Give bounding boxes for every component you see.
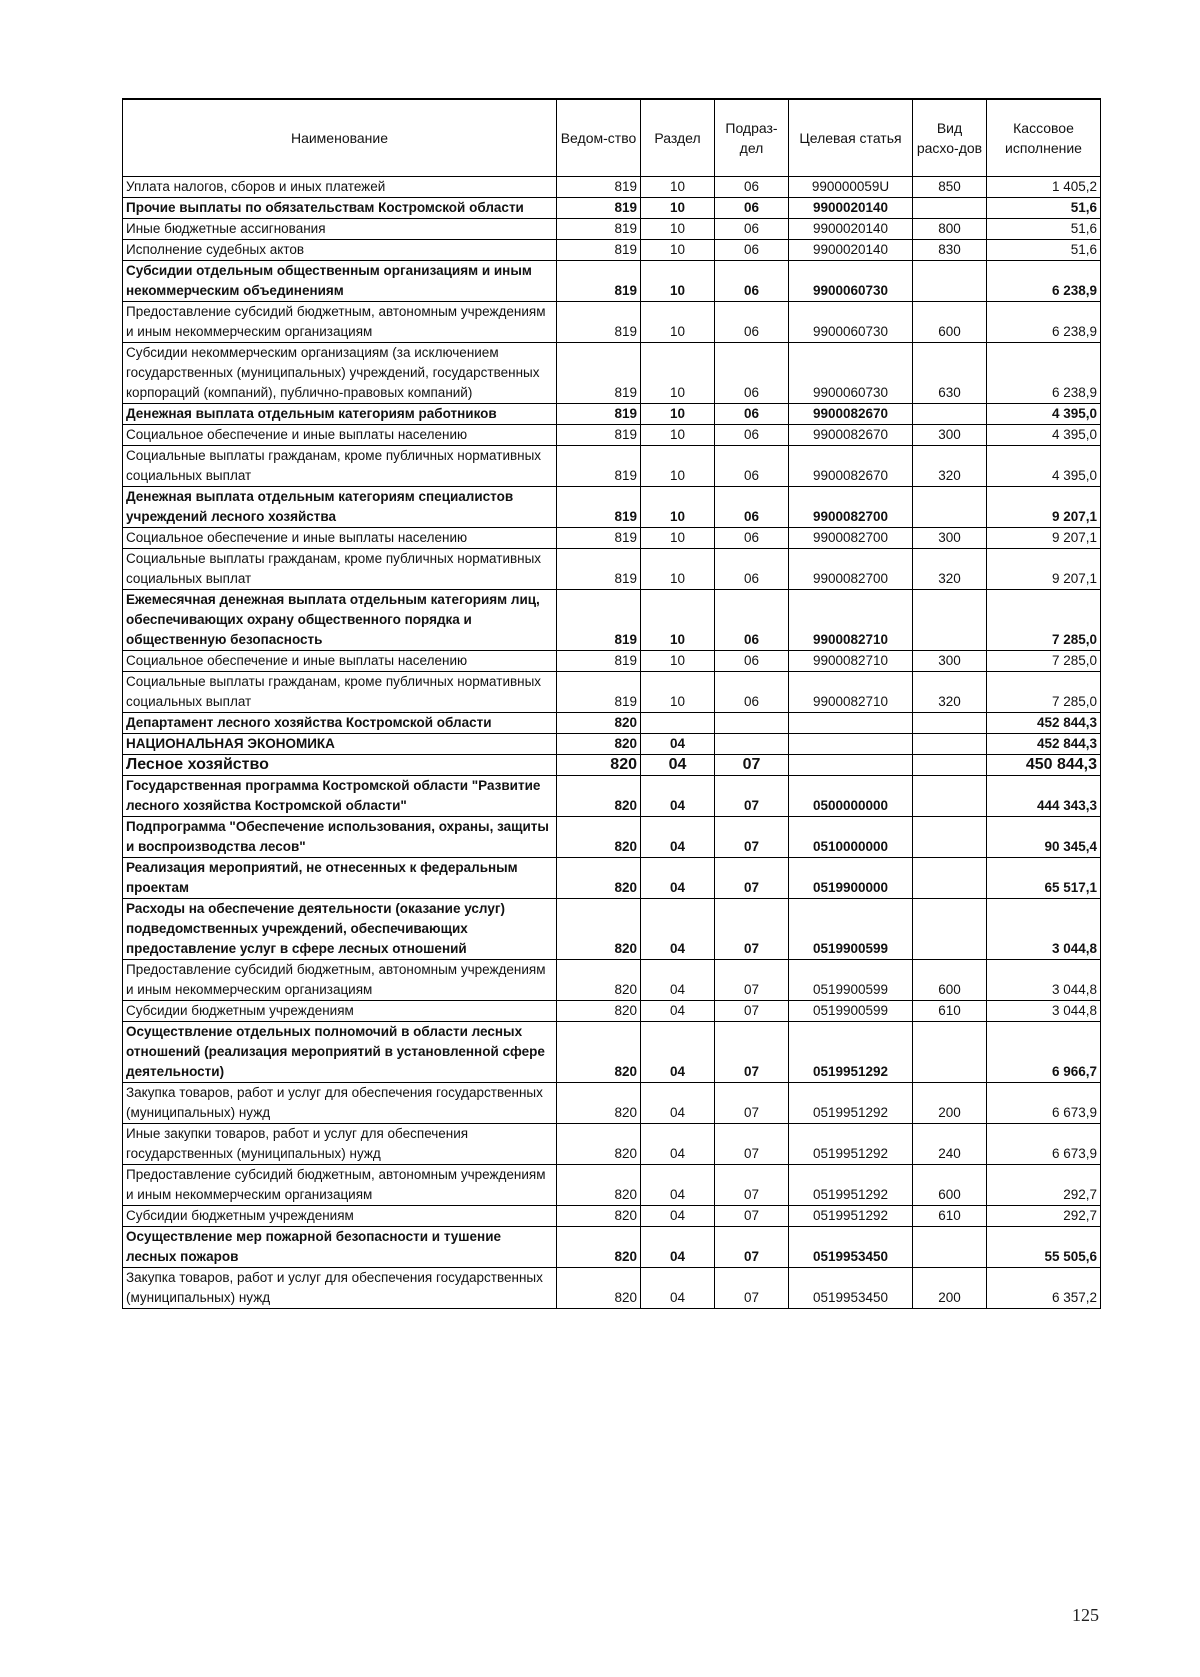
table-row xyxy=(123,549,1101,590)
cell-podrazdel: 07 xyxy=(715,817,789,858)
cell-razdel: 04 xyxy=(641,817,715,858)
cell-celevaya-statya: 0519953450 xyxy=(789,1227,913,1268)
cell-name: Социальное обеспечение и иные выплаты населению xyxy=(123,425,557,446)
cell-vid-rashodov: 200 xyxy=(913,1083,987,1124)
cell-kassovoe-ispolnenie: 4 395,0 xyxy=(987,425,1101,446)
cell-name: Социальные выплаты гражданам, кроме публичных нормативных социальных выплат xyxy=(123,672,557,713)
cell-razdel: 10 xyxy=(641,240,715,261)
cell-vedomstvo: 819 xyxy=(557,177,641,198)
cell-vedomstvo: 820 xyxy=(557,1001,641,1022)
cell-vedomstvo: 819 xyxy=(557,261,641,302)
cell-name: Исполнение судебных актов xyxy=(123,240,557,261)
cell-name: Иные бюджетные ассигнования xyxy=(123,219,557,240)
cell-razdel: 10 xyxy=(641,343,715,404)
cell-razdel: 04 xyxy=(641,1001,715,1022)
cell-razdel: 04 xyxy=(641,1206,715,1227)
cell-vid-rashodov: 600 xyxy=(913,1165,987,1206)
cell-podrazdel: 07 xyxy=(715,1001,789,1022)
cell-celevaya-statya: 9900082710 xyxy=(789,590,913,651)
cell-name: Осуществление мер пожарной безопасности и тушение лесных пожаров xyxy=(123,1227,557,1268)
cell-name: Подпрограмма "Обеспечение использования, охраны, защиты и воспроизводства лесов" xyxy=(123,817,557,858)
cell-vid-rashodov: 300 xyxy=(913,528,987,549)
header-name: Наименование xyxy=(123,99,557,177)
cell-kassovoe-ispolnenie: 6 673,9 xyxy=(987,1124,1101,1165)
cell-vid-rashodov xyxy=(913,899,987,960)
cell-podrazdel: 07 xyxy=(715,858,789,899)
cell-kassovoe-ispolnenie: 4 395,0 xyxy=(987,404,1101,425)
cell-razdel: 10 xyxy=(641,219,715,240)
cell-name: Уплата налогов, сборов и иных платежей xyxy=(123,177,557,198)
cell-name: Социальное обеспечение и иные выплаты населению xyxy=(123,528,557,549)
cell-kassovoe-ispolnenie: 9 207,1 xyxy=(987,528,1101,549)
cell-kassovoe-ispolnenie: 51,6 xyxy=(987,240,1101,261)
table-row xyxy=(123,487,1101,528)
cell-podrazdel: 06 xyxy=(715,425,789,446)
cell-vid-rashodov: 850 xyxy=(913,177,987,198)
cell-kassovoe-ispolnenie: 6 238,9 xyxy=(987,343,1101,404)
cell-vid-rashodov: 240 xyxy=(913,1124,987,1165)
cell-celevaya-statya: 9900020140 xyxy=(789,219,913,240)
cell-podrazdel: 06 xyxy=(715,672,789,713)
cell-kassovoe-ispolnenie: 7 285,0 xyxy=(987,672,1101,713)
cell-celevaya-statya: 0519900000 xyxy=(789,858,913,899)
cell-kassovoe-ispolnenie: 90 345,4 xyxy=(987,817,1101,858)
cell-name: Закупка товаров, работ и услуг для обеспечения государственных (муниципальных) нужд xyxy=(123,1268,557,1309)
cell-kassovoe-ispolnenie: 1 405,2 xyxy=(987,177,1101,198)
cell-podrazdel: 06 xyxy=(715,177,789,198)
cell-celevaya-statya: 9900082670 xyxy=(789,404,913,425)
cell-razdel: 10 xyxy=(641,672,715,713)
cell-name: Социальные выплаты гражданам, кроме публичных нормативных социальных выплат xyxy=(123,549,557,590)
cell-vedomstvo: 820 xyxy=(557,1227,641,1268)
cell-kassovoe-ispolnenie: 9 207,1 xyxy=(987,487,1101,528)
cell-vid-rashodov: 320 xyxy=(913,446,987,487)
cell-vid-rashodov xyxy=(913,734,987,755)
cell-name: Департамент лесного хозяйства Костромской области xyxy=(123,713,557,734)
cell-vid-rashodov xyxy=(913,776,987,817)
cell-celevaya-statya: 9900060730 xyxy=(789,302,913,343)
cell-kassovoe-ispolnenie: 6 673,9 xyxy=(987,1083,1101,1124)
table-row xyxy=(123,858,1101,899)
cell-celevaya-statya: 0519900599 xyxy=(789,1001,913,1022)
cell-razdel: 10 xyxy=(641,590,715,651)
cell-podrazdel xyxy=(715,713,789,734)
cell-name: Субсидии бюджетным учреждениям xyxy=(123,1001,557,1022)
cell-vid-rashodov xyxy=(913,858,987,899)
cell-vedomstvo: 819 xyxy=(557,343,641,404)
cell-celevaya-statya: 9900082710 xyxy=(789,651,913,672)
cell-celevaya-statya xyxy=(789,713,913,734)
cell-name: Денежная выплата отдельным категориям специалистов учреждений лесного хозяйства xyxy=(123,487,557,528)
cell-vid-rashodov xyxy=(913,1227,987,1268)
table-row xyxy=(123,899,1101,960)
cell-name: Закупка товаров, работ и услуг для обеспечения государственных (муниципальных) нужд xyxy=(123,1083,557,1124)
cell-celevaya-statya: 0500000000 xyxy=(789,776,913,817)
table-row xyxy=(123,817,1101,858)
cell-name: Предоставление субсидий бюджетным, автономным учреждениям и иным некоммерческим организациям xyxy=(123,302,557,343)
cell-vid-rashodov xyxy=(913,261,987,302)
cell-vid-rashodov: 610 xyxy=(913,1206,987,1227)
cell-vedomstvo: 820 xyxy=(557,960,641,1001)
cell-celevaya-statya: 0519951292 xyxy=(789,1124,913,1165)
cell-name: Государственная программа Костромской области "Развитие лесного хозяйства Костромской области" xyxy=(123,776,557,817)
cell-razdel: 04 xyxy=(641,734,715,755)
cell-vid-rashodov xyxy=(913,817,987,858)
cell-celevaya-statya xyxy=(789,734,913,755)
cell-vid-rashodov: 630 xyxy=(913,343,987,404)
cell-vid-rashodov: 300 xyxy=(913,651,987,672)
table-row xyxy=(123,425,1101,446)
cell-vedomstvo: 819 xyxy=(557,528,641,549)
cell-vedomstvo: 820 xyxy=(557,858,641,899)
cell-podrazdel xyxy=(715,734,789,755)
cell-razdel: 04 xyxy=(641,960,715,1001)
table-row xyxy=(123,1022,1101,1083)
cell-kassovoe-ispolnenie: 6 238,9 xyxy=(987,261,1101,302)
cell-celevaya-statya: 9900060730 xyxy=(789,261,913,302)
cell-vid-rashodov: 300 xyxy=(913,425,987,446)
table-row xyxy=(123,446,1101,487)
cell-name: Лесное хозяйство xyxy=(123,755,557,776)
cell-podrazdel: 07 xyxy=(715,899,789,960)
cell-kassovoe-ispolnenie: 292,7 xyxy=(987,1165,1101,1206)
cell-razdel xyxy=(641,713,715,734)
cell-vedomstvo: 820 xyxy=(557,1083,641,1124)
cell-razdel: 10 xyxy=(641,528,715,549)
page-number: 125 xyxy=(1072,1605,1099,1625)
cell-vedomstvo: 819 xyxy=(557,425,641,446)
cell-razdel: 04 xyxy=(641,1227,715,1268)
cell-vedomstvo: 820 xyxy=(557,1206,641,1227)
cell-razdel: 04 xyxy=(641,1083,715,1124)
cell-podrazdel: 07 xyxy=(715,1022,789,1083)
cell-kassovoe-ispolnenie: 65 517,1 xyxy=(987,858,1101,899)
table-row xyxy=(123,1268,1101,1309)
cell-kassovoe-ispolnenie: 6 238,9 xyxy=(987,302,1101,343)
cell-razdel: 04 xyxy=(641,1268,715,1309)
cell-razdel: 10 xyxy=(641,302,715,343)
cell-kassovoe-ispolnenie: 450 844,3 xyxy=(987,755,1101,776)
cell-vedomstvo: 820 xyxy=(557,1022,641,1083)
header-vid-rashodov: Вид расхо-дов xyxy=(913,99,987,177)
cell-celevaya-statya: 9900082670 xyxy=(789,446,913,487)
cell-podrazdel: 06 xyxy=(715,446,789,487)
cell-vid-rashodov: 600 xyxy=(913,960,987,1001)
table-row xyxy=(123,1124,1101,1165)
cell-kassovoe-ispolnenie: 452 844,3 xyxy=(987,713,1101,734)
cell-razdel: 04 xyxy=(641,1124,715,1165)
cell-name: Предоставление субсидий бюджетным, автономным учреждениям и иным некоммерческим организациям xyxy=(123,1165,557,1206)
cell-razdel: 04 xyxy=(641,899,715,960)
cell-razdel: 10 xyxy=(641,651,715,672)
cell-vid-rashodov xyxy=(913,590,987,651)
cell-podrazdel: 07 xyxy=(715,1124,789,1165)
cell-vedomstvo: 819 xyxy=(557,219,641,240)
cell-celevaya-statya xyxy=(789,755,913,776)
cell-vid-rashodov: 830 xyxy=(913,240,987,261)
cell-razdel: 04 xyxy=(641,1165,715,1206)
table-body xyxy=(123,177,1101,1309)
cell-razdel: 10 xyxy=(641,549,715,590)
cell-vedomstvo: 819 xyxy=(557,487,641,528)
cell-vedomstvo: 820 xyxy=(557,734,641,755)
table-row xyxy=(123,343,1101,404)
table-row xyxy=(123,219,1101,240)
cell-podrazdel: 07 xyxy=(715,1083,789,1124)
cell-celevaya-statya: 0519953450 xyxy=(789,1268,913,1309)
table-row xyxy=(123,1206,1101,1227)
table-row xyxy=(123,528,1101,549)
cell-kassovoe-ispolnenie: 51,6 xyxy=(987,219,1101,240)
cell-vedomstvo: 820 xyxy=(557,1165,641,1206)
table-row xyxy=(123,198,1101,219)
cell-podrazdel: 07 xyxy=(715,960,789,1001)
cell-celevaya-statya: 0519900599 xyxy=(789,960,913,1001)
cell-podrazdel: 07 xyxy=(715,776,789,817)
cell-podrazdel: 07 xyxy=(715,755,789,776)
cell-vedomstvo: 820 xyxy=(557,1268,641,1309)
cell-name: НАЦИОНАЛЬНАЯ ЭКОНОМИКА xyxy=(123,734,557,755)
cell-podrazdel: 06 xyxy=(715,549,789,590)
cell-name: Социальное обеспечение и иные выплаты населению xyxy=(123,651,557,672)
cell-podrazdel: 06 xyxy=(715,219,789,240)
cell-name: Денежная выплата отдельным категориям работников xyxy=(123,404,557,425)
cell-razdel: 04 xyxy=(641,776,715,817)
cell-vedomstvo: 819 xyxy=(557,672,641,713)
cell-vid-rashodov: 610 xyxy=(913,1001,987,1022)
cell-celevaya-statya: 9900082710 xyxy=(789,672,913,713)
table-row xyxy=(123,776,1101,817)
cell-razdel: 10 xyxy=(641,487,715,528)
cell-kassovoe-ispolnenie: 51,6 xyxy=(987,198,1101,219)
cell-celevaya-statya: 0519951292 xyxy=(789,1083,913,1124)
cell-name: Предоставление субсидий бюджетным, автономным учреждениям и иным некоммерческим организациям xyxy=(123,960,557,1001)
table-row xyxy=(123,1227,1101,1268)
cell-celevaya-statya: 9900060730 xyxy=(789,343,913,404)
cell-vid-rashodov: 320 xyxy=(913,549,987,590)
cell-kassovoe-ispolnenie: 9 207,1 xyxy=(987,549,1101,590)
cell-razdel: 10 xyxy=(641,425,715,446)
cell-podrazdel: 06 xyxy=(715,261,789,302)
cell-name: Реализация мероприятий, не отнесенных к федеральным проектам xyxy=(123,858,557,899)
cell-celevaya-statya: 0519900599 xyxy=(789,899,913,960)
cell-kassovoe-ispolnenie: 7 285,0 xyxy=(987,590,1101,651)
header-celevaya-statya: Целевая статья xyxy=(789,99,913,177)
cell-razdel: 10 xyxy=(641,177,715,198)
table-row xyxy=(123,240,1101,261)
cell-vedomstvo: 819 xyxy=(557,651,641,672)
cell-kassovoe-ispolnenie: 452 844,3 xyxy=(987,734,1101,755)
cell-celevaya-statya: 0519951292 xyxy=(789,1022,913,1083)
cell-vedomstvo: 819 xyxy=(557,302,641,343)
cell-celevaya-statya: 9900020140 xyxy=(789,198,913,219)
cell-vedomstvo: 819 xyxy=(557,549,641,590)
cell-vid-rashodov xyxy=(913,198,987,219)
table-row xyxy=(123,590,1101,651)
table-row xyxy=(123,1001,1101,1022)
cell-kassovoe-ispolnenie: 7 285,0 xyxy=(987,651,1101,672)
header-podrazdel: Подраз-дел xyxy=(715,99,789,177)
cell-name: Расходы на обеспечение деятельности (оказание услуг) подведомственных учреждений, обеспечивающих предоставление услуг в сфере лесных отношений xyxy=(123,899,557,960)
cell-podrazdel: 06 xyxy=(715,198,789,219)
cell-podrazdel: 06 xyxy=(715,343,789,404)
cell-razdel: 04 xyxy=(641,755,715,776)
table-row xyxy=(123,755,1101,776)
header-kassovoe-ispolnenie: Кассовое исполнение xyxy=(987,99,1101,177)
cell-name: Социальные выплаты гражданам, кроме публичных нормативных социальных выплат xyxy=(123,446,557,487)
cell-vid-rashodov: 600 xyxy=(913,302,987,343)
cell-razdel: 10 xyxy=(641,198,715,219)
cell-podrazdel: 06 xyxy=(715,302,789,343)
cell-vid-rashodov xyxy=(913,755,987,776)
cell-vedomstvo: 819 xyxy=(557,404,641,425)
table-row xyxy=(123,960,1101,1001)
cell-razdel: 04 xyxy=(641,1022,715,1083)
cell-vedomstvo: 819 xyxy=(557,240,641,261)
table-header xyxy=(123,99,1101,177)
cell-vedomstvo: 820 xyxy=(557,1124,641,1165)
cell-razdel: 04 xyxy=(641,858,715,899)
cell-vid-rashodov: 800 xyxy=(913,219,987,240)
header-vedomstvo: Ведом-ство xyxy=(557,99,641,177)
cell-kassovoe-ispolnenie: 4 395,0 xyxy=(987,446,1101,487)
cell-celevaya-statya: 9900082700 xyxy=(789,487,913,528)
cell-celevaya-statya: 0519951292 xyxy=(789,1165,913,1206)
cell-kassovoe-ispolnenie: 3 044,8 xyxy=(987,1001,1101,1022)
cell-podrazdel: 06 xyxy=(715,651,789,672)
table-row xyxy=(123,1083,1101,1124)
cell-name: Субсидии отдельным общественным организациям и иным некоммерческим объединениям xyxy=(123,261,557,302)
cell-vid-rashodov: 200 xyxy=(913,1268,987,1309)
cell-celevaya-statya: 9900082700 xyxy=(789,528,913,549)
cell-kassovoe-ispolnenie: 55 505,6 xyxy=(987,1227,1101,1268)
cell-vedomstvo: 820 xyxy=(557,713,641,734)
cell-razdel: 10 xyxy=(641,446,715,487)
table-row xyxy=(123,713,1101,734)
cell-kassovoe-ispolnenie: 3 044,8 xyxy=(987,960,1101,1001)
cell-podrazdel: 06 xyxy=(715,487,789,528)
cell-celevaya-statya: 9900020140 xyxy=(789,240,913,261)
cell-vedomstvo: 820 xyxy=(557,899,641,960)
table-row xyxy=(123,261,1101,302)
cell-razdel: 10 xyxy=(641,261,715,302)
cell-razdel: 10 xyxy=(641,404,715,425)
table-row xyxy=(123,651,1101,672)
cell-vid-rashodov xyxy=(913,1022,987,1083)
table-row xyxy=(123,404,1101,425)
cell-name: Субсидии некоммерческим организациям (за исключением государственных (муниципальных) учреждений, государственных корпораций (компаний), публично-правовых компаний) xyxy=(123,343,557,404)
cell-podrazdel: 06 xyxy=(715,404,789,425)
cell-name: Иные закупки товаров, работ и услуг для обеспечения государственных (муниципальных) нужд xyxy=(123,1124,557,1165)
cell-vedomstvo: 819 xyxy=(557,198,641,219)
cell-kassovoe-ispolnenie: 3 044,8 xyxy=(987,899,1101,960)
cell-vid-rashodov: 320 xyxy=(913,672,987,713)
cell-name: Осуществление отдельных полномочий в области лесных отношений (реализация мероприятий в установленной сфере деятельности) xyxy=(123,1022,557,1083)
header-razdel: Раздел xyxy=(641,99,715,177)
cell-podrazdel: 06 xyxy=(715,590,789,651)
cell-kassovoe-ispolnenie: 444 343,3 xyxy=(987,776,1101,817)
cell-podrazdel: 07 xyxy=(715,1268,789,1309)
cell-vid-rashodov xyxy=(913,404,987,425)
cell-celevaya-statya: 9900082670 xyxy=(789,425,913,446)
table-row xyxy=(123,177,1101,198)
cell-vid-rashodov xyxy=(913,713,987,734)
table-row xyxy=(123,734,1101,755)
cell-name: Субсидии бюджетным учреждениям xyxy=(123,1206,557,1227)
cell-vedomstvo: 819 xyxy=(557,446,641,487)
cell-vid-rashodov xyxy=(913,487,987,528)
cell-podrazdel: 07 xyxy=(715,1227,789,1268)
cell-celevaya-statya: 990000059U xyxy=(789,177,913,198)
table-row xyxy=(123,1165,1101,1206)
cell-vedomstvo: 820 xyxy=(557,755,641,776)
cell-name: Ежемесячная денежная выплата отдельным категориям лиц, обеспечивающих охрану общественного порядка и общественную безопасность xyxy=(123,590,557,651)
cell-vedomstvo: 820 xyxy=(557,776,641,817)
cell-podrazdel: 06 xyxy=(715,528,789,549)
cell-vedomstvo: 820 xyxy=(557,817,641,858)
cell-kassovoe-ispolnenie: 6 966,7 xyxy=(987,1022,1101,1083)
cell-podrazdel: 06 xyxy=(715,240,789,261)
budget-table xyxy=(122,98,1101,1309)
cell-vedomstvo: 819 xyxy=(557,590,641,651)
cell-kassovoe-ispolnenie: 292,7 xyxy=(987,1206,1101,1227)
cell-celevaya-statya: 9900082700 xyxy=(789,549,913,590)
table-row xyxy=(123,302,1101,343)
cell-name: Прочие выплаты по обязательствам Костромской области xyxy=(123,198,557,219)
cell-kassovoe-ispolnenie: 6 357,2 xyxy=(987,1268,1101,1309)
cell-celevaya-statya: 0519951292 xyxy=(789,1206,913,1227)
cell-podrazdel: 07 xyxy=(715,1206,789,1227)
cell-celevaya-statya: 0510000000 xyxy=(789,817,913,858)
cell-podrazdel: 07 xyxy=(715,1165,789,1206)
table-row xyxy=(123,672,1101,713)
